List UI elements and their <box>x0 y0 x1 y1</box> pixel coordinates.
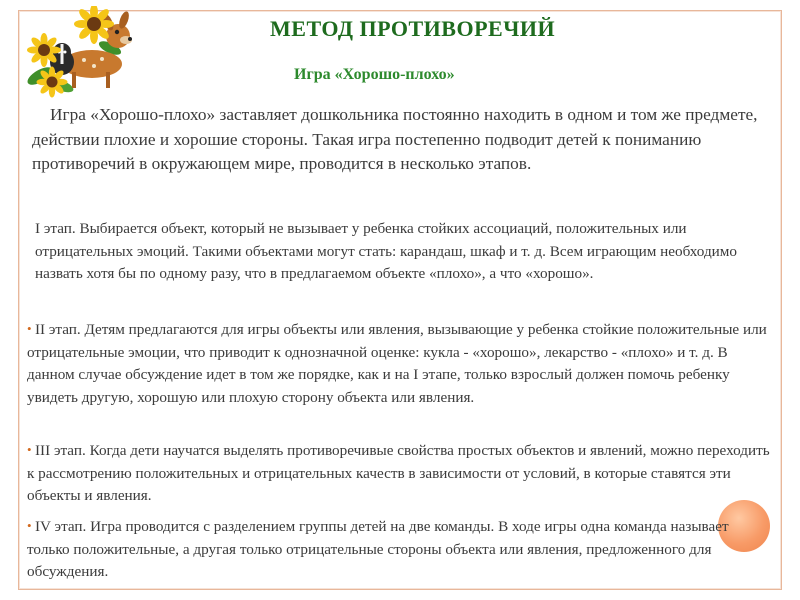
stage-3-text: III этап. Когда дети научатся выделять противоречивые свойства простых объектов и явлений, можно переходить к рассмотрению положительных и отрицательных качеств в зависимости от условий, в которые ставятся эти объекты и явления. <box>27 442 770 504</box>
slide-subtitle: Игра «Хорошо-плохо» <box>294 66 455 83</box>
stage-3-paragraph <box>27 439 772 508</box>
bullet-icon: • <box>27 442 32 457</box>
bullet-icon: • <box>27 518 32 533</box>
stage-1-text: I этап. Выбирается объект, который не вызывает у ребенка стойких ассоциаций, положительных или отрицательных эмоций. Такими объектами могут стать: карандаш, шкаф и т. д. Всем играющим необходимо назвать хотя бы по одному разу, что в предлагаемом объекте «плохо», а что «хорошо». <box>35 220 738 282</box>
bullet-icon: • <box>27 321 32 336</box>
stage-4-paragraph <box>27 515 772 584</box>
sunflowers-and-fawn-icon <box>22 6 142 98</box>
stage-2-paragraph <box>27 318 772 409</box>
stage-1-paragraph <box>35 218 770 286</box>
intro-paragraph: Игра «Хорошо-плохо» заставляет дошкольника постоянно находить в одном и том же предмете, действии плохие и хорошие стороны. Такая игра постепенно подводит детей к пониманию противоречий в окружающем мире, проводится в несколько этапов. <box>32 105 758 173</box>
slide-title: МЕТОД ПРОТИВОРЕЧИЙ <box>270 16 556 41</box>
stage-4-text: IV этап. Игра проводится с разделением группы детей на две команды. В ходе игры одна команда называет только положительные, а другая только отрицательные стороны объекта или явления, предложенного для обсуждения. <box>27 518 729 580</box>
stage-2-text: II этап. Детям предлагаются для игры объекты или явления, вызывающие у ребенка стойкие положительные или отрицательные эмоции, что приводит к однозначной оценке: кукла - «хорошо», лекарство - «плохо» и т. д. В данном случае обсуждение идет в том же порядке, как и на I этапе, только взрослый должен помочь ребенку увидеть другую, хорошую или плохую сторону объекта или явления. <box>27 321 767 406</box>
